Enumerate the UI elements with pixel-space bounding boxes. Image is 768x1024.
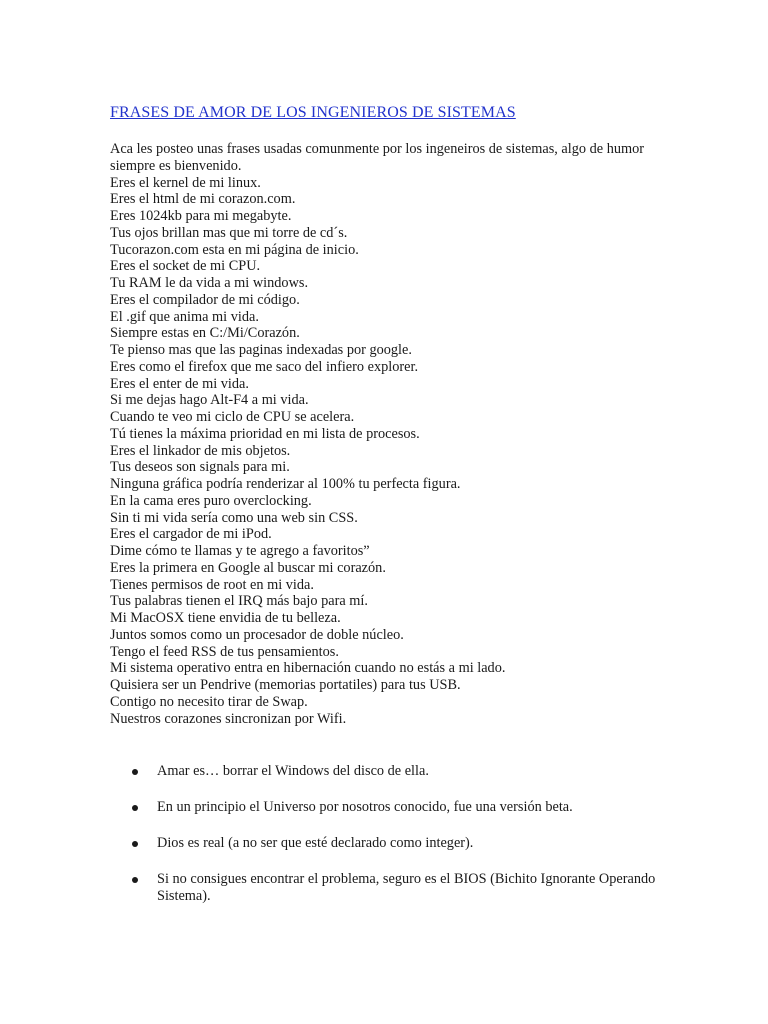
phrase-line: Tengo el feed RSS de tus pensamientos. [110, 643, 339, 660]
document-page [110, 103, 670, 924]
document-title-link[interactable]: FRASES DE AMOR DE LOS INGENIEROS DE SISTEMAS [110, 104, 516, 121]
phrase-line: Mi sistema operativo entra en hibernación cuando no estás a mi lado. [110, 660, 506, 677]
phrase-line: Tú tienes la máxima prioridad en mi lista de procesos. [110, 425, 420, 442]
bullet-text: Amar es… borrar el Windows del disco de ella. [157, 763, 429, 780]
phrase-line: Eres 1024kb para mi megabyte. [110, 208, 292, 224]
phrase-line: Eres el kernel de mi linux. [110, 174, 261, 191]
phrase-line: Eres como el firefox que me saco del infiero explorer. [110, 358, 419, 375]
intro-paragraph: Aca les posteo unas frases usadas comunmente por los ingeneiros de sistemas, algo de humor siempre es bienvenido. [110, 141, 645, 174]
phrase-line: Tucorazon.com esta en mi página de inicio. [110, 241, 359, 258]
phrase-line: Eres el enter de mi vida. [110, 375, 249, 392]
phrase-line: Quisiera ser un Pendrive (memorias portatiles) para tus USB. [110, 677, 461, 693]
bullet-item [110, 799, 670, 816]
phrase-line: El .gif que anima mi vida. [110, 308, 259, 325]
phrase-line: Contigo no necesito tirar de Swap. [110, 693, 308, 710]
phrase-line: Eres el socket de mi CPU. [110, 258, 261, 275]
phrase-line: Tus deseos son signals para mi. [110, 459, 290, 476]
phrase-line: Tus ojos brillan mas que mi torre de cd´s. [110, 224, 348, 241]
phrase-line: Si me dejas hago Alt-F4 a mi vida. [110, 392, 309, 409]
phrase-line: Dime cómo te llamas y te agrego a favoritos” [110, 543, 370, 559]
phrase-line: Eres la primera en Google al buscar mi corazón. [110, 559, 386, 576]
phrase-line: Ninguna gráfica podría renderizar al 100% tu perfecta figura. [110, 476, 461, 492]
bullet-list [110, 763, 670, 905]
bullet-item [110, 871, 670, 905]
phrase-line: Eres el linkador de mis objetos. [110, 442, 291, 459]
phrase-line: Eres el cargador de mi iPod. [110, 526, 272, 543]
phrase-line: Cuando te veo mi ciclo de CPU se acelera. [110, 409, 355, 425]
bullet-dot-icon [132, 877, 138, 883]
phrase-line: Nuestros corazones sincronizan por Wifi. [110, 710, 347, 727]
phrase-line: Siempre estas en C:/Mi/Corazón. [110, 325, 300, 342]
phrases-list [110, 175, 670, 728]
bullet-text: En un principio el Universo por nosotros conocido, fue una versión beta. [157, 799, 573, 816]
phrase-line: Sin ti mi vida sería como una web sin CSS. [110, 509, 358, 526]
phrase-line: Tu RAM le da vida a mi windows. [110, 275, 309, 291]
bullet-dot-icon [132, 805, 138, 811]
phrase-line: Te pienso mas que las paginas indexadas por google. [110, 342, 412, 358]
phrase-line: Mi MacOSX tiene envidia de tu belleza. [110, 610, 341, 626]
bullet-item [110, 763, 670, 780]
bullet-dot-icon [132, 841, 138, 847]
phrase-line: Eres el html de mi corazon.com. [110, 191, 296, 208]
phrase-line: Juntos somos como un procesador de doble núcleo. [110, 626, 404, 643]
phrase-line: Eres el compilador de mi código. [110, 291, 300, 308]
bullet-dot-icon [132, 769, 138, 775]
phrase-line: Tus palabras tienen el IRQ más bajo para mí. [110, 593, 368, 610]
bullet-item [110, 835, 670, 852]
bullet-text: Dios es real (a no ser que esté declarado como integer). [157, 835, 474, 852]
phrase-line: En la cama eres puro overclocking. [110, 492, 312, 509]
bullet-text: Si no consigues encontrar el problema, seguro es el BIOS (Bichito Ignorante Operando Sistema). [157, 871, 656, 905]
phrase-line: Tienes permisos de root en mi vida. [110, 576, 314, 593]
